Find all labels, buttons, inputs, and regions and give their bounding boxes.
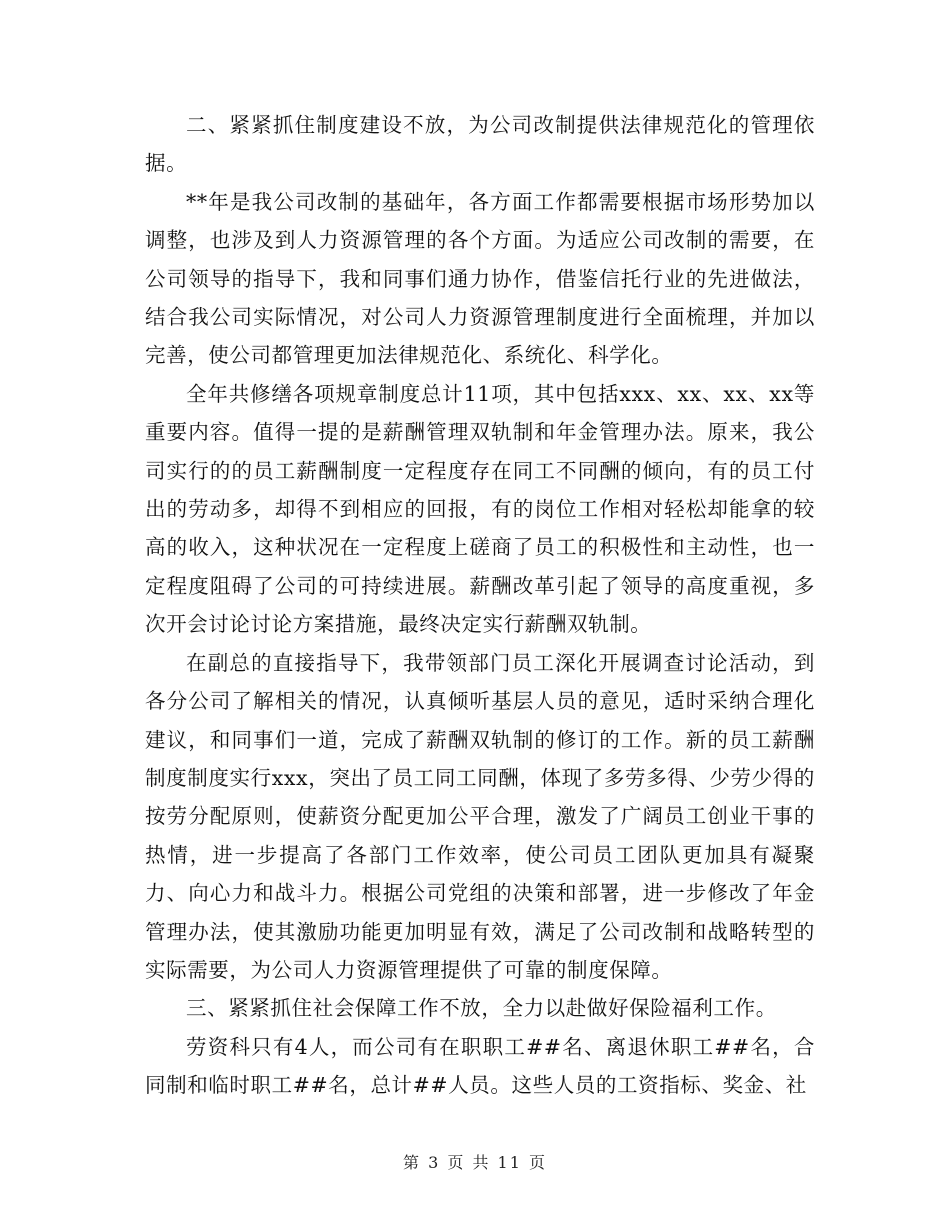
document-body: [145, 106, 815, 1105]
body-paragraph: 全年共修缮各项规章制度总计11项，其中包括xxx、xx、xx、xx等重要内容。值得一提的是薪酬管理双轨制和年金管理办法。原来，我公司实行的的员工薪酬制度一定程度存在同工不同酬的倾向，有的员工付出的劳动多，却得不到相应的回报，有的岗位工作相对轻松却能拿的较高的收入，这种状况在一定程度上磋商了员工的积极性和主动性，也一定程度阻碍了公司的可持续进展。薪酬改革引起了领导的高度重视，多次开会讨论讨论方案措施，最终决定实行薪酬双轨制。: [145, 381, 815, 637]
section-heading-2: 二、紧紧抓住制度建设不放，为公司改制提供法律规范化的管理依据。: [145, 113, 815, 176]
body-paragraph: 劳资科只有4人，而公司有在职职工##名、离退休职工##名，合同制和临时职工##名，总计##人员。这些人员的工资指标、奖金、社: [145, 1034, 815, 1098]
section-heading-3: 三、紧紧抓住社会保障工作不放，全力以赴做好保险福利工作。: [186, 996, 777, 1021]
body-paragraph: 在副总的直接指导下，我带领部门员工深化开展调查讨论活动，到各分公司了解相关的情况，认真倾听基层人员的意见，适时采纳合理化建议，和同事们一道，完成了薪酬双轨制的修订的工作。新的员工薪酬制度制度实行xxx，突出了员工同工同酬，体现了多劳多得、少劳少得的按劳分配原则，使薪资分配更加公平合理，激发了广阔员工创业干事的热情，进一步提高了各部门工作效率，使公司员工团队更加具有凝聚力、向心力和战斗力。根据公司党组的决策和部署，进一步修改了年金管理办法，使其激励功能更加明显有效，满足了公司改制和战略转型的实际需要，为公司人力资源管理提供了可靠的制度保障。: [145, 650, 815, 982]
page-number-footer: 第 3 页 共 11 页: [403, 1153, 547, 1172]
body-paragraph: **年是我公司改制的基础年，各方面工作都需要根据市场形势加以调整，也涉及到人力资源管理的各个方面。为适应公司改制的需要，在公司领导的指导下，我和同事们通力协作，借鉴信托行业的先进做法，结合我公司实际情况，对公司人力资源管理制度进行全面梳理，并加以完善，使公司都管理更加法律规范化、系统化、科学化。: [145, 189, 815, 368]
